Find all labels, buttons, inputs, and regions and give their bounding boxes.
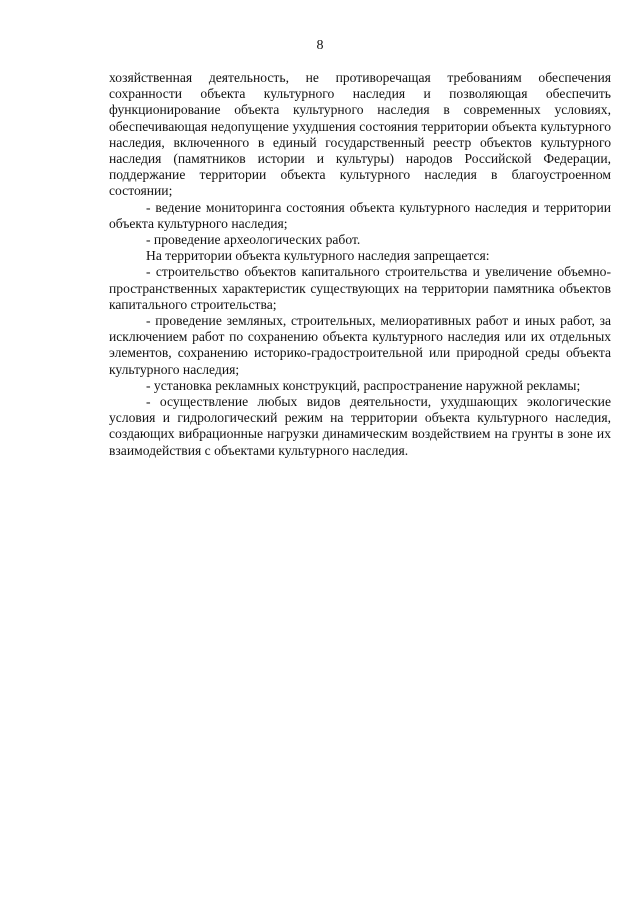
prohibitions-heading: На территории объекта культурного наследия запрещается:: [146, 248, 490, 264]
list-item-harmful-activities: - осуществление любых видов деятельности, ухудшающих экологические условия и гидрологический режим на территории объекта культурного наследия, создающих вибрационные нагрузки динамическим воздействием на грунты в зоне их взаимодействия с объектами культурного наследия.: [109, 394, 611, 458]
list-item-construction: - строительство объектов капитального строительства и увеличение объемно-пространственных характеристик существующих на территории памятника объектов капитального строительства;: [109, 264, 611, 312]
list-item-earthworks: - проведение земляных, строительных, мелиоративных работ и иных работ, за исключением работ по сохранению объекта культурного наследия или их отдельных элементов, сохранению историко-градостроительной или природной среды объекта культурного наследия;: [109, 313, 611, 377]
list-item-archaeology: - проведение археологических работ.: [146, 232, 361, 248]
list-item-monitoring: - ведение мониторинга состояния объекта культурного наследия и территории объекта культурного наследия;: [109, 199, 611, 231]
paragraph-activity-continuation: хозяйственная деятельность, не противоречащая требованиям обеспечения сохранности объекта культурного наследия и позволяющая обеспечить функционирование объекта культурного наследия в современных условиях, обеспечивающая недопущение ухудшения состояния территории объекта культурного наследия, включенного в единый государственный реестр объектов культурного наследия (памятников истории и культуры) народов Российской Федерации, поддержание территории объекта культурного наследия в благоустроенном состоянии;: [109, 70, 611, 199]
page-number: 8: [316, 38, 324, 53]
document-body: [109, 70, 611, 459]
list-item-advertising: - установка рекламных конструкций, распространение наружной рекламы;: [146, 377, 581, 393]
